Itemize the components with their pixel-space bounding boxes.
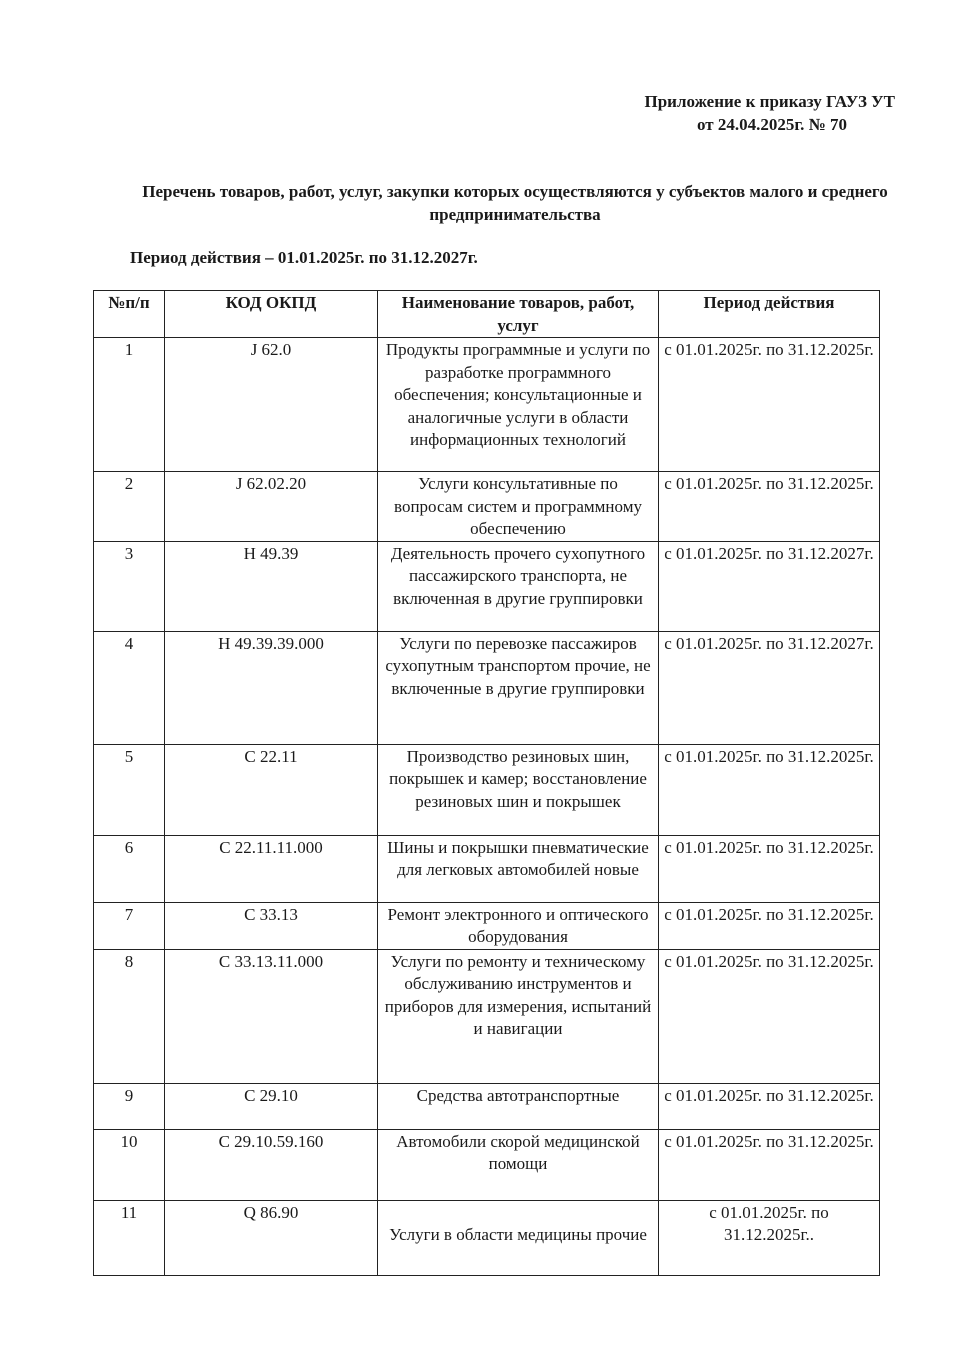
cell-period: с 01.01.2025г. по 31.12.2025г. <box>659 835 880 902</box>
cell-num: 8 <box>94 949 165 1083</box>
appendix-line-1: Приложение к приказу ГАУЗ УТ <box>644 92 895 111</box>
cell-code: C 33.13.11.000 <box>165 949 378 1083</box>
validity-period: Период действия – 01.01.2025г. по 31.12.2027г. <box>130 248 478 267</box>
cell-period: с 01.01.2025г. по 31.12.2025г. <box>659 472 880 542</box>
table-row <box>94 835 880 902</box>
header-num: №п/п <box>94 291 165 338</box>
cell-num: 2 <box>94 472 165 542</box>
cell-num: 1 <box>94 338 165 472</box>
cell-num: 9 <box>94 1083 165 1129</box>
cell-code: H 49.39 <box>165 541 378 631</box>
cell-code: C 29.10.59.160 <box>165 1129 378 1200</box>
cell-num: 11 <box>94 1200 165 1275</box>
appendix-header <box>560 90 895 136</box>
cell-num: 10 <box>94 1129 165 1200</box>
cell-period: с 01.01.2025г. по 31.12.2027г. <box>659 631 880 744</box>
cell-code: J 62.0 <box>165 338 378 472</box>
cell-name: Услуги консультативные по вопросам систем и программному обеспечению <box>378 472 659 542</box>
cell-code: C 22.11.11.000 <box>165 835 378 902</box>
cell-period: с 01.01.2025г. по 31.12.2025г.. <box>659 1200 880 1275</box>
table-row <box>94 949 880 1083</box>
cell-code: H 49.39.39.000 <box>165 631 378 744</box>
cell-name: Услуги по ремонту и техническому обслуживанию инструментов и приборов для измерения, испытаний и навигации <box>378 949 659 1083</box>
cell-num: 6 <box>94 835 165 902</box>
cell-period: с 01.01.2025г. по 31.12.2027г. <box>659 541 880 631</box>
cell-name: Шины и покрышки пневматические для легковых автомобилей новые <box>378 835 659 902</box>
header-period: Период действия <box>659 291 880 338</box>
cell-name: Производство резиновых шин, покрышек и камер; восстановление резиновых шин и покрышек <box>378 744 659 835</box>
table-row <box>94 338 880 472</box>
table-row <box>94 744 880 835</box>
cell-name: Услуги по перевозке пассажиров сухопутным транспортом прочие, не включенные в другие группировки <box>378 631 659 744</box>
header-name: Наименование товаров, работ, услуг <box>378 291 659 338</box>
cell-name: Автомобили скорой медицинской помощи <box>378 1129 659 1200</box>
cell-num: 7 <box>94 902 165 949</box>
table-row <box>94 472 880 542</box>
table-row <box>94 541 880 631</box>
goods-table <box>93 290 880 1276</box>
cell-period: с 01.01.2025г. по 31.12.2025г. <box>659 338 880 472</box>
cell-name: Средства автотранспортные <box>378 1083 659 1129</box>
cell-code: Q 86.90 <box>165 1200 378 1275</box>
cell-name: Деятельность прочего сухопутного пассажирского транспорта, не включенная в другие группировки <box>378 541 659 631</box>
cell-code: C 22.11 <box>165 744 378 835</box>
table-row <box>94 902 880 949</box>
table-header-row <box>94 291 880 338</box>
cell-num: 5 <box>94 744 165 835</box>
cell-period: с 01.01.2025г. по 31.12.2025г. <box>659 744 880 835</box>
cell-name: Продукты программные и услуги по разработке программного обеспечения; консультационные и аналогичные услуги в области информационных технологий <box>378 338 659 472</box>
table-row <box>94 1200 880 1275</box>
cell-code: C 33.13 <box>165 902 378 949</box>
cell-code: J 62.02.20 <box>165 472 378 542</box>
cell-num: 3 <box>94 541 165 631</box>
cell-period: с 01.01.2025г. по 31.12.2025г. <box>659 949 880 1083</box>
cell-name: Ремонт электронного и оптического оборудования <box>378 902 659 949</box>
cell-num: 4 <box>94 631 165 744</box>
table-row <box>94 1083 880 1129</box>
header-code: КОД ОКПД <box>165 291 378 338</box>
cell-period: с 01.01.2025г. по 31.12.2025г. <box>659 1129 880 1200</box>
cell-period: с 01.01.2025г. по 31.12.2025г. <box>659 902 880 949</box>
document-title: Перечень товаров, работ, услуг, закупки которых осуществляются у субъектов малого и среднего предпринимательства <box>142 182 888 224</box>
table-row <box>94 631 880 744</box>
cell-name: Услуги в области медицины прочие <box>378 1200 659 1275</box>
table-row <box>94 1129 880 1200</box>
cell-code: C 29.10 <box>165 1083 378 1129</box>
appendix-line-2: от 24.04.2025г. № 70 <box>696 115 847 134</box>
cell-period: с 01.01.2025г. по 31.12.2025г. <box>659 1083 880 1129</box>
